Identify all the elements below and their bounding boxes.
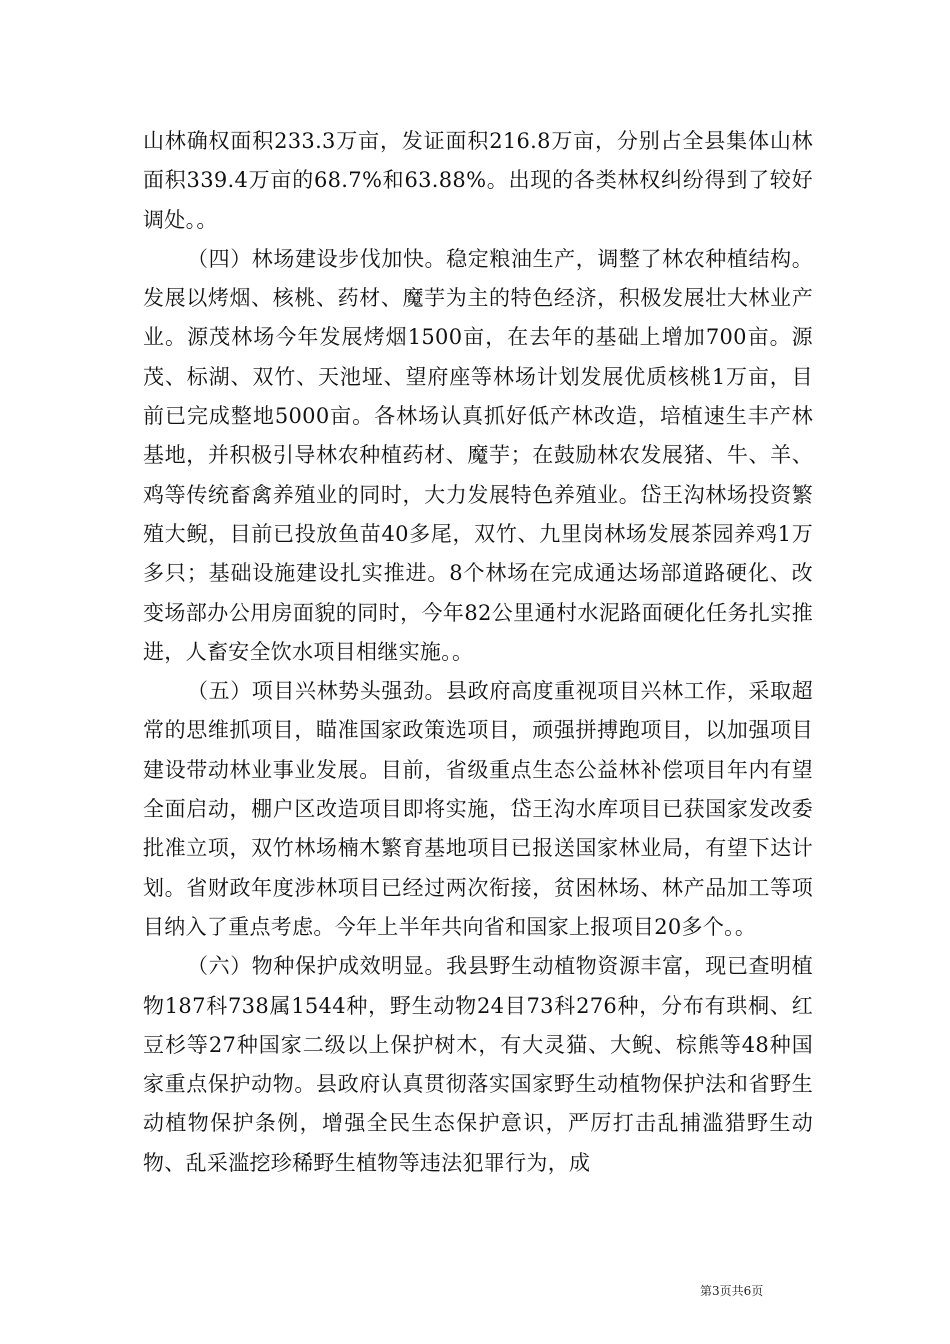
paragraph-land-rights: 山林确权面积233.3万亩，发证面积216.8万亩，分别占全县集体山林面积339.4万亩的68.7%和63.88%。出现的各类林权纠纷得到了较好调处。。 <box>143 129 813 232</box>
document-body <box>143 122 813 1183</box>
paragraph-species-protection: （六）物种保护成效明显。我县野生动植物资源丰富，现已查明植物187科738属1544种，野生动物24目73科276种，分布有珙桐、红豆杉等27种国家二级以上保护树木，有大灵猫、大鲵、棕熊等48种国家重点保护动物。县政府认真贯彻落实国家野生动植物保护法和省野生动植物保护条例，增强全民生态保护意识，严厉打击乱捕滥猎野生动物、乱采滥挖珍稀野生植物等违法犯罪行为，成 <box>143 954 813 1175</box>
paragraph-forest-farm-construction: （四）林场建设步伐加快。稳定粮油生产，调整了林农种植结构。发展以烤烟、核桃、药材、魔芋为主的特色经济，积极发展壮大林业产业。源茂林场今年发展烤烟1500亩，在去年的基础上增加700亩。源茂、标湖、双竹、天池垭、望府座等林场计划发展优质核桃1万亩，目前已完成整地5000亩。各林场认真抓好低产林改造，培植速生丰产林基地，并积极引导林农种植药材、魔芋；在鼓励林农发展猪、牛、羊、鸡等传统畜禽养殖业的同时，大力发展特色养殖业。岱王沟林场投资繁殖大鲵，目前已投放鱼苗40多尾，双竹、九里岗林场发展茶园养鸡1万多只；基础设施建设扎实推进。8个林场在完成通达场部道路硬化、改变场部办公用房面貌的同时，今年82公里通村水泥路面硬化任务扎实推进，人畜安全饮水项目相继实施。。 <box>143 246 813 664</box>
paragraph-project-forestry: （五）项目兴林势头强劲。县政府高度重视项目兴林工作，采取超常的思维抓项目，瞄准国家政策选项目，顽强拼搏跑项目，以加强项目建设带动林业事业发展。目前，省级重点生态公益林补偿项目年内有望全面启动，棚户区改造项目即将实施，岱王沟水库项目已获国家发改委批准立项，双竹林场楠木繁育基地项目已报送国家林业局，有望下达计划。省财政年度涉林项目已经过两次衔接，贫困林场、林产品加工等项目纳入了重点考虑。今年上半年共向省和国家上报项目20多个。。 <box>143 679 813 939</box>
page-number-footer: 第3页共6页 <box>700 1284 764 1298</box>
